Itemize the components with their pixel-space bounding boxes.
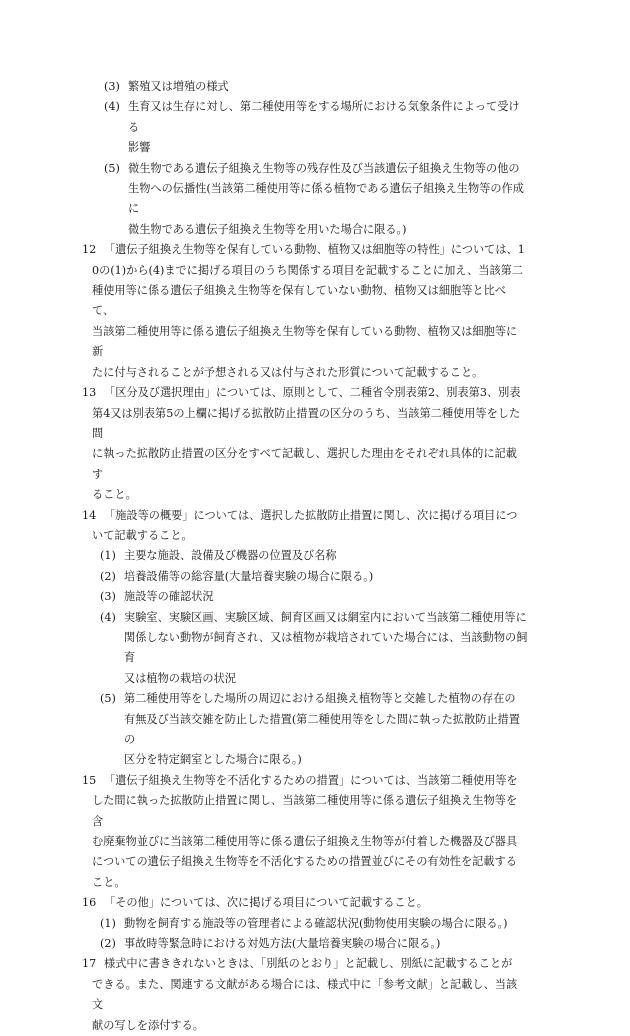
sub-item-text: 事故時等緊急時における対処方法(大量培養実験の場合に限る。): [124, 937, 441, 951]
section-text: こと。: [92, 875, 126, 889]
sub-item-line: [88, 567, 528, 587]
sub-item-marker: (3): [104, 80, 120, 93]
sub-item-line: [88, 914, 528, 934]
sub-item-text: 施設等の確認状況: [124, 590, 214, 604]
sub-item-text: 繁殖又は増殖の様式: [128, 80, 229, 93]
section-line: [88, 873, 528, 893]
section-line: [88, 281, 528, 322]
section-text: 「その他」については、次に掲げる項目について記載すること。: [104, 896, 428, 910]
sub-item-marker: (1): [100, 916, 116, 930]
section-text: 「施設等の概要」については、選択した拡散防止措置に関し、次に掲げる項目につ: [104, 508, 518, 522]
section-line: [88, 852, 528, 872]
sub-item-line: [88, 220, 528, 240]
section-text: できる。また、関連する文献がある場合には、様式中に「参考文献」と記載し、当該文: [92, 977, 518, 1012]
sub-item-text: 実験室、実験区画、実験区域、飼育区画又は網室内において当該第二種使用等に: [124, 610, 527, 624]
section-text: む廃棄物並びに当該第二種使用等に係る遺伝子組換え生物等が付着した機器及び器具: [92, 835, 518, 849]
sub-item-text: 影響: [128, 141, 151, 155]
sub-item-line: [88, 689, 528, 709]
sub-item-text: 有無及び当該交雑を防止した措置(第二種使用等をした間に執った拡散防止措置の: [124, 712, 520, 746]
section-line: [82, 893, 528, 913]
section-number: 14: [82, 508, 97, 522]
section-line: [88, 444, 528, 485]
section-text: 「遺伝子組換え生物等を保有している動物、植物又は細胞等の特性」については、1: [104, 243, 525, 257]
section-line: [88, 363, 528, 383]
section-number: 15: [82, 773, 97, 787]
sub-item-line: [88, 934, 528, 954]
section-text: ること。: [92, 488, 137, 502]
section-text: 「区分及び選択理由」については、原則として、二種省令別表第2、別表第3、別表: [104, 386, 521, 400]
sub-item-line: [88, 710, 528, 751]
sub-item-text: 微生物である遺伝子組換え生物等を用いた場合に限る。): [128, 222, 407, 236]
section-text: たに付与されることが予想される又は付与された形質について記載すること。: [92, 365, 484, 379]
sub-item-text: 微生物である遺伝子組換え生物等の残存性及び当該遺伝子組換え生物等の他の: [128, 161, 520, 175]
section-line: [88, 404, 528, 445]
sub-item-marker: (4): [104, 100, 120, 114]
section-text: いて記載すること。: [92, 528, 193, 542]
sub-item-line: [88, 138, 528, 158]
section-text: 当該第二種使用等に係る遺伝子組換え生物等を保有している動物、植物又は細胞等に新: [92, 324, 518, 359]
sub-item-line: [88, 546, 528, 566]
section-text: 献の写しを添付する。: [92, 1018, 204, 1032]
sub-item-marker: (2): [100, 937, 116, 951]
sub-item-line: [88, 608, 528, 628]
section-line: [88, 526, 528, 546]
section-line: [88, 1016, 528, 1036]
section-text: 様式中に書ききれないときは、「別紙のとおり」と記載し、別紙に記載することが: [104, 957, 513, 971]
section-number: 17: [82, 957, 97, 971]
section-line: [82, 506, 528, 526]
section-text: 0の(1)から(4)までに掲げる項目のうち関係する項目を記載することに加え、当該第二: [92, 263, 524, 277]
section-line: [82, 954, 528, 974]
sub-item-line: [88, 77, 528, 97]
section-line: [88, 322, 528, 363]
section-line: [88, 832, 528, 852]
section-text: 第4又は別表第5の上欄に掲げる拡散防止措置の区分のうち、当該第二種使用等をした間: [92, 406, 521, 440]
section-number: 12: [82, 243, 97, 257]
sub-item-marker: (3): [100, 590, 116, 604]
sub-item-text: 生育又は生存に対し、第二種使用等をする場所における気象条件によって受ける: [128, 100, 520, 134]
sub-item-text: 関係しない動物が飼育され、又は植物が栽培されていた場合には、当該動物の飼育: [124, 630, 528, 665]
section-line: [88, 485, 528, 505]
sub-item-text: 生物への伝播性(当該第二種使用等に係る植物である遺伝子組換え生物等の作成に: [128, 182, 524, 216]
section-line: [82, 771, 528, 791]
sub-item-text: 第二種使用等をした場所の周辺における組換え植物等と交雑した植物の存在の: [124, 692, 516, 706]
sub-item-text: 動物を飼育する施設等の管理者による確認状況(動物使用実験の場合に限る。): [124, 916, 508, 930]
sub-item-line: [88, 587, 528, 607]
sub-item-marker: (5): [100, 692, 116, 706]
sub-item-text: 主要な施設、設備及び機器の位置及び名称: [124, 549, 337, 563]
sub-item-text: 又は植物の栽培の状況: [124, 671, 236, 685]
section-text: 「遺伝子組換え生物等を不活化するための措置」については、当該第二種使用等を: [104, 773, 518, 787]
section-line: [88, 791, 528, 832]
sub-item-marker: (2): [100, 569, 116, 583]
sub-item-marker: (1): [100, 549, 116, 563]
section-text: に執った拡散防止措置の区分をすべて記載し、選択した理由をそれぞれ具体的に記載す: [92, 447, 517, 481]
section-number: 13: [82, 386, 97, 400]
sub-item-line: [88, 750, 528, 770]
sub-item-text: 区分を特定網室とした場合に限る。): [124, 753, 302, 767]
section-line: [88, 261, 528, 281]
sub-item-marker: (4): [100, 610, 116, 624]
section-text: についての遺伝子組換え生物等を不活化するための措置並びにその有効性を記載する: [92, 855, 517, 869]
sub-item-line: [88, 97, 528, 138]
sub-item-line: [88, 669, 528, 689]
section-text: した間に執った拡散防止措置に関し、当該第二種使用等に係る遺伝子組換え生物等を含: [92, 794, 518, 828]
section-line: [82, 383, 528, 403]
sub-item-line: [88, 628, 528, 669]
sub-item-marker: (5): [104, 161, 120, 175]
document-body: [82, 77, 528, 1036]
section-line: [82, 240, 528, 260]
section-text: 種使用等に係る遺伝子組換え生物等を保有していない動物、植物又は細胞等と比べて、: [92, 284, 506, 318]
section-line: [88, 975, 528, 1016]
sub-item-line: [88, 159, 528, 179]
sub-item-text: 培養設備等の総容量(大量培養実験の場合に限る。): [124, 569, 374, 583]
sub-item-line: [88, 179, 528, 220]
section-number: 16: [82, 896, 97, 910]
